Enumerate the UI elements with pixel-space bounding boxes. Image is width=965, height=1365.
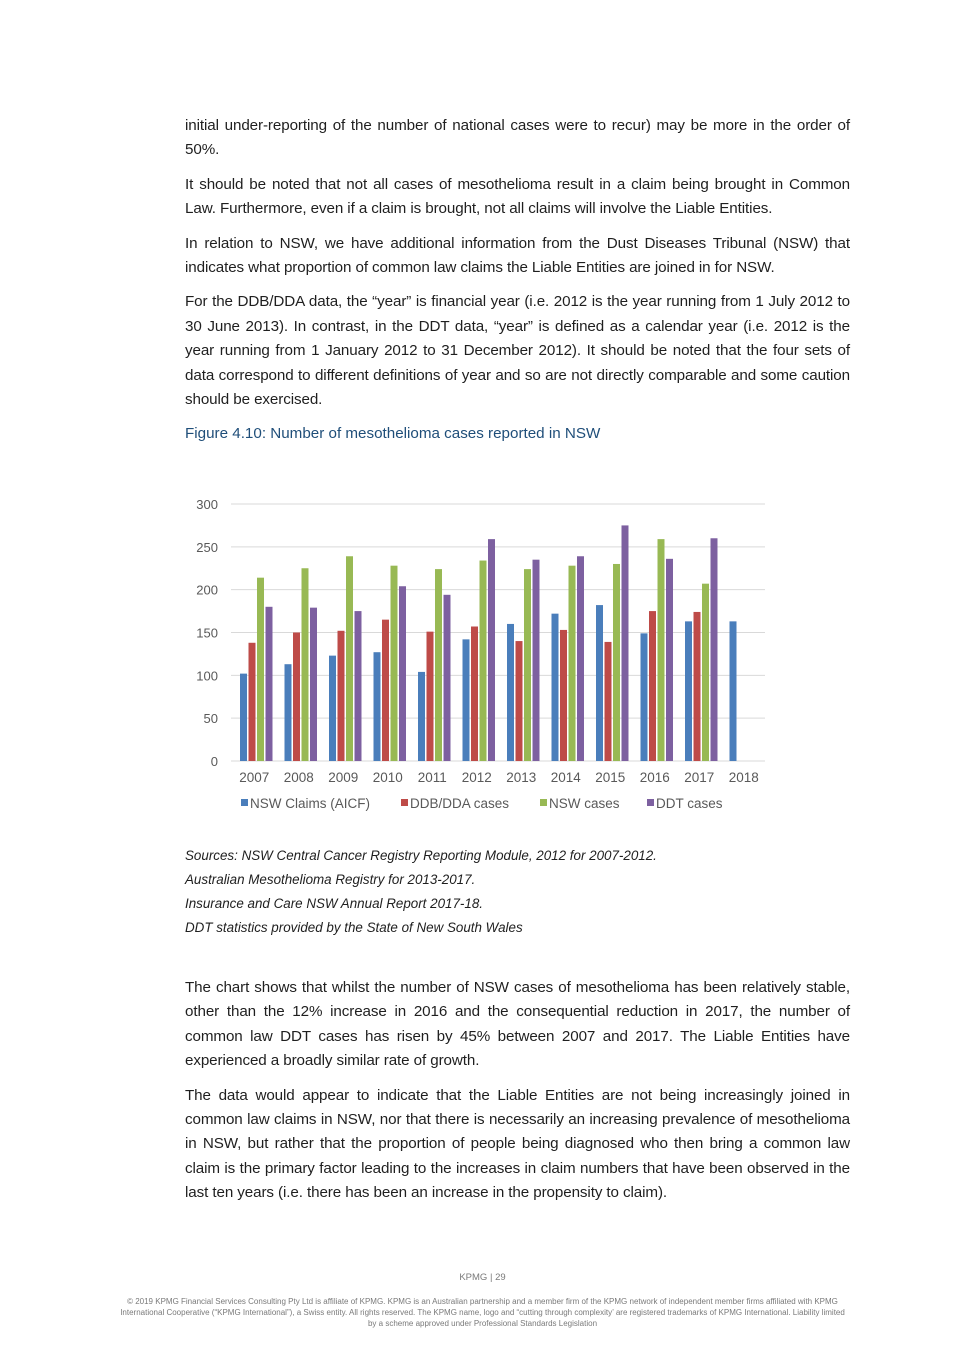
- bar: [480, 561, 487, 761]
- bar: [310, 608, 317, 761]
- bar: [622, 525, 629, 761]
- bar: [266, 607, 273, 761]
- legend-swatch: [540, 799, 547, 806]
- source-line: DDT statistics provided by the State of New South Wales: [185, 920, 523, 935]
- y-tick-label: 50: [203, 711, 218, 727]
- x-tick-label: 2007: [239, 770, 270, 785]
- bar: [711, 538, 718, 761]
- x-tick-label: 2015: [595, 770, 626, 785]
- bar: [338, 631, 345, 761]
- y-tick-label: 150: [196, 625, 218, 641]
- bar: [435, 569, 442, 761]
- legend-swatch: [241, 799, 248, 806]
- bar: [577, 556, 584, 761]
- bar: [649, 611, 656, 761]
- bar: [382, 620, 389, 761]
- y-tick-label: 100: [196, 668, 218, 684]
- bar: [641, 633, 648, 761]
- legend-label: DDT cases: [656, 796, 723, 811]
- bar: [355, 611, 362, 761]
- bar: [524, 569, 531, 761]
- bar: [533, 560, 540, 761]
- bar: [666, 559, 673, 761]
- paragraph: In relation to NSW, we have additional information from the Dust Diseases Tribunal (NSW) that indicates what proportion of common law claims the Liable Entities are joined in for NSW.: [185, 234, 850, 277]
- bar: [346, 556, 353, 761]
- bar: [552, 614, 559, 761]
- x-tick-label: 2011: [417, 770, 447, 785]
- paragraph: For the DDB/DDA data, the “year” is financial year (i.e. 2012 is the year running from 1 July 2012 to 30 June 2013). In contrast, in the DDT data, “year” is defined as a calendar year (i.e. 2012 is the year running from 1 January 2012 to 31 December 2012). It should be noted that the four sets of data correspond to different definitions of year and so are not directly comparable and some caution should be exercised.: [185, 293, 850, 409]
- bar: [427, 632, 434, 761]
- bar: [249, 643, 256, 761]
- legend-swatch: [401, 799, 408, 806]
- source-line: Sources: NSW Central Cancer Registry Reporting Module, 2012 for 2007-2012.: [185, 848, 657, 863]
- bar: [374, 652, 381, 761]
- bar: [569, 566, 576, 761]
- legend-swatch: [647, 799, 654, 806]
- x-tick-label: 2013: [506, 770, 537, 785]
- body-text-bottom: [185, 976, 850, 1216]
- bar: [605, 642, 612, 761]
- paragraph: The data would appear to indicate that the Liable Entities are not being increasingly joined in common law claims in NSW, nor that there is necessarily an increasing prevalence of mesothelioma in NSW, but rather that the proportion of people being diagnosed who then bring a common law claim is the primary factor leading to the increases in claim numbers that have been observed in the last ten years (i.e. there has been an increase in the propensity to claim).: [185, 1086, 850, 1202]
- source-line: Insurance and Care NSW Annual Report 2017-18.: [185, 896, 483, 911]
- bar: [507, 624, 514, 761]
- bar: [596, 605, 603, 761]
- bar: [694, 612, 701, 761]
- paragraph: initial under-reporting of the number of national cases were to recur) may be more in the order of 50%.: [185, 117, 850, 159]
- bar: [516, 641, 523, 761]
- bar: [560, 630, 567, 761]
- bar: [329, 656, 336, 761]
- y-tick-label: 0: [210, 754, 218, 769]
- bar: [702, 584, 709, 761]
- x-tick-label: 2012: [461, 770, 492, 785]
- bar: [471, 627, 478, 761]
- x-tick-label: 2014: [550, 770, 581, 785]
- x-tick-label: 2018: [728, 770, 759, 785]
- source-line: Australian Mesothelioma Registry for 2013-2017.: [185, 872, 476, 887]
- bar: [293, 633, 300, 762]
- figure-caption: Figure 4.10: Number of mesothelioma cases reported in NSW: [185, 425, 601, 443]
- bar: [463, 639, 470, 761]
- paragraph: The chart shows that whilst the number of NSW cases of mesothelioma has been relatively stable, other than the 12% increase in 2016 and the consequential reduction in 2017, the number of common law DDT cases has risen by 45% between 2007 and 2017. The Liable Entities have experienced a broadly similar rate of growth.: [185, 979, 850, 1070]
- x-tick-label: 2017: [684, 770, 715, 785]
- bar: [285, 664, 292, 761]
- bar: [391, 566, 398, 761]
- x-tick-label: 2016: [639, 770, 670, 785]
- legend-label: NSW cases: [549, 796, 620, 811]
- bar: [730, 621, 737, 761]
- x-tick-label: 2009: [328, 770, 359, 785]
- y-tick-label: 200: [196, 582, 218, 598]
- legend-label: DDB/DDA cases: [410, 796, 510, 811]
- y-tick-label: 250: [196, 539, 218, 555]
- paragraph: It should be noted that not all cases of mesothelioma result in a claim being brought in Common Law. Furthermore, even if a claim is brought, not all claims will involve the Liable Entities.: [185, 175, 850, 218]
- chart-canvas: [185, 490, 775, 830]
- bar: [658, 539, 665, 761]
- x-tick-label: 2010: [372, 770, 403, 785]
- legend-label: NSW Claims (AICF): [250, 796, 370, 811]
- bar: [418, 672, 425, 761]
- bar: [488, 539, 495, 761]
- y-tick-label: 300: [196, 497, 218, 512]
- bar: [399, 586, 406, 761]
- x-tick-label: 2008: [283, 770, 314, 785]
- bar: [613, 564, 620, 761]
- bar: [240, 674, 247, 761]
- sources-note: [185, 844, 850, 940]
- bar: [685, 621, 692, 761]
- page-number: KPMG | 29: [459, 1272, 506, 1283]
- bar: [444, 595, 451, 761]
- bar: [302, 568, 309, 761]
- body-text-top: [185, 114, 850, 446]
- bar: [257, 578, 264, 761]
- bar-chart: [185, 490, 775, 830]
- legal-disclaimer: © 2019 KPMG Financial Services Consulting Pty Ltd is affiliate of KPMG. KPMG is an Australian partnership and a member firm of the KPMG network of independent member firms affiliated with KPMG International Cooperative (“KPMG International”), a Swiss entity. All rights reserved. The KPMG name, logo and “cutting through complexity’ are registered trademarks of KPMG International. Liability limited by a scheme approved under Professional Standards Legislation: [120, 1297, 845, 1328]
